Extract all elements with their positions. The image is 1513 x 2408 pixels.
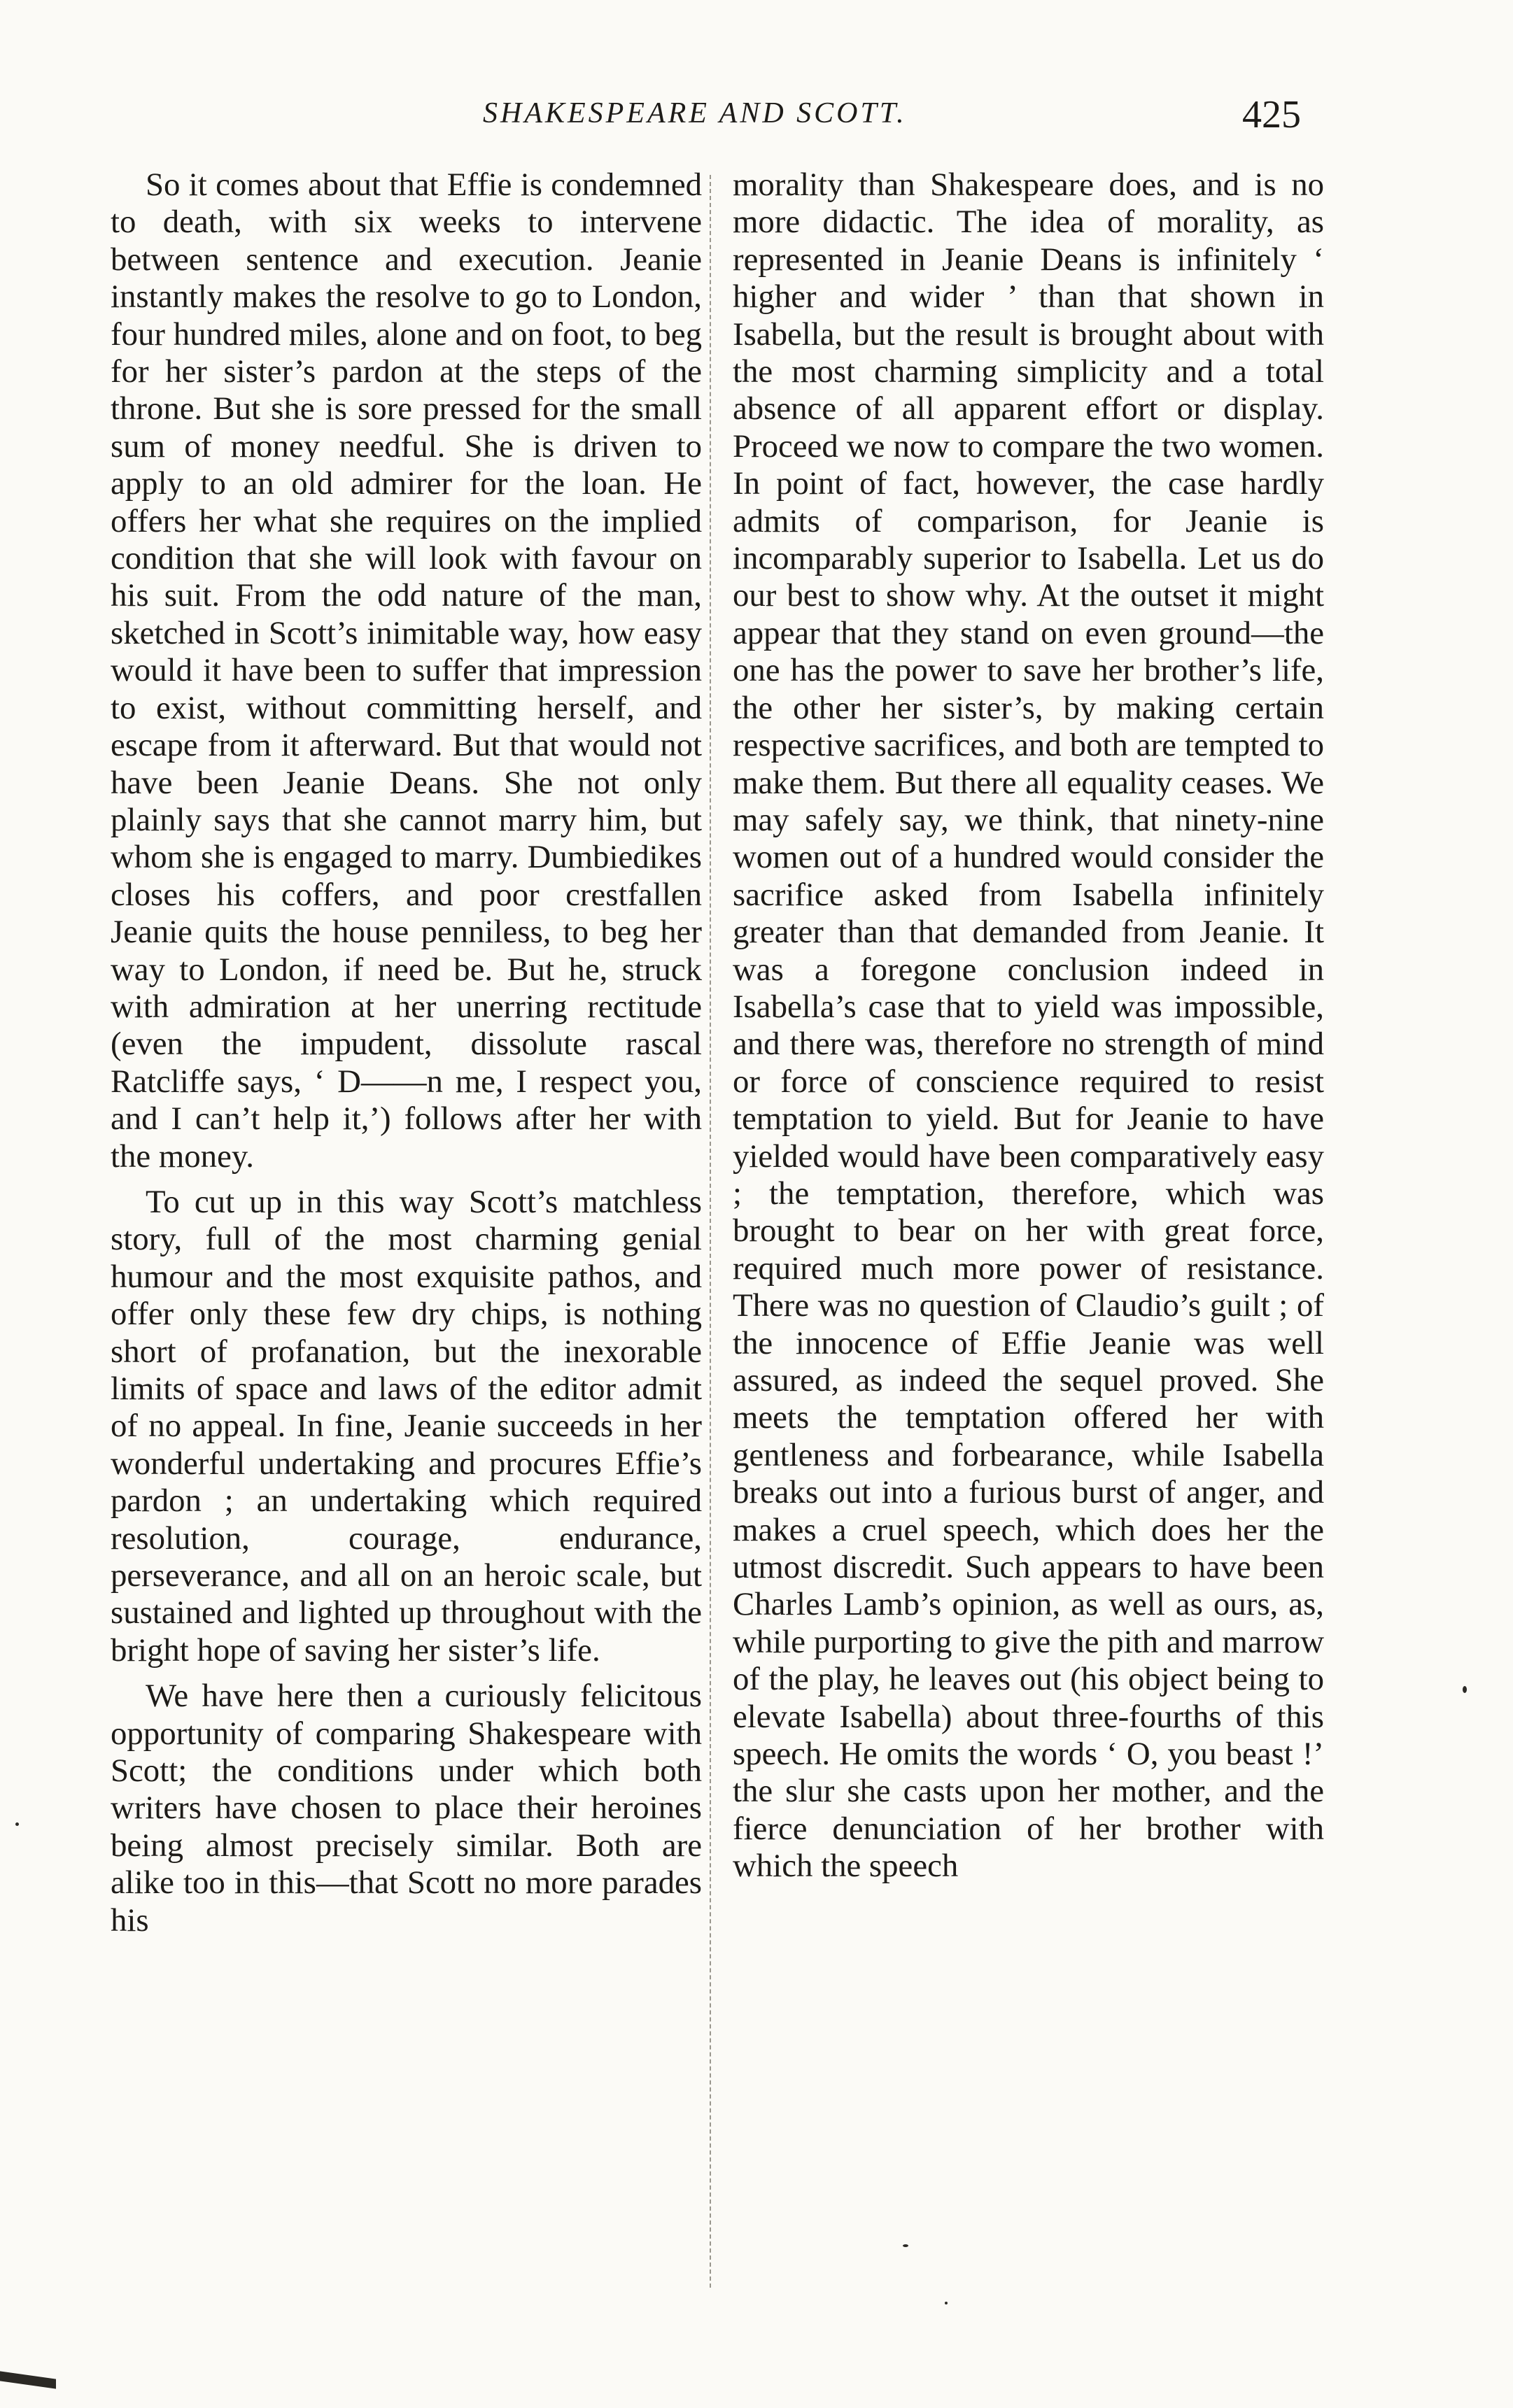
corner-mark: [0, 2371, 56, 2388]
right-column: [733, 167, 1324, 1885]
paragraph: We have here then a curiously felicitous opportunity of comparing Shakespeare with Scott; the conditions under which both writers have chosen to place their heroines being almost precisely similar. Both are alike too in this—that Scott no more parades his: [111, 1678, 702, 1939]
ink-speck: [903, 2244, 908, 2247]
column-divider: [710, 175, 711, 2288]
paragraph: morality than Shakespeare does, and is no more didactic. The idea of morality, as represented in Jeanie Deans is infinitely ‘ higher and wider ’ than that shown in Isabella, but the result is brought about with the most charming simplicity and a total absence of all apparent effort or display. Proceed we now to compare the two women. In point of fact, however, the case hardly admits of comparison, for Jeanie is incomparably superior to Isabella. Let us do our best to show why. At the outset it might appear that they stand on even ground—the one has the power to save her brother’s life, the other her sister’s, by making certain respective sacrifices, and both are tempted to make them. But there all equality ceases. We may safely say, we think, that ninety-nine women out of a hundred would consider the sacrifice asked from Isabella infinitely greater than that demanded from Jeanie. It was a foregone conclusion indeed in Isabella’s case that to yield was impossible, and there was, therefore no strength of mind or force of conscience required to resist temptation to yield. But for Jeanie to have yielded would have been comparatively easy ; the temptation, therefore, which was brought to bear on her with great force, required much more power of resistance. There was no question of Claudio’s guilt ; of the innocence of Effie Jeanie was well assured, as indeed the sequel proved. She meets the temptation offered her with gentleness and forbearance, while Isabella breaks out into a furious burst of anger, and makes a cruel speech, which does her the utmost discredit. Such appears to have been Charles Lamb’s opinion, as well as ours, as, while purporting to give the pith and marrow of the play, he leaves out (his object being to elevate Isabella) about three-fourths of this speech. He omits the words ‘ O, you beast !’ the slur she casts upon her mother, and the fierce denunciation of her brother with which the speech: [733, 167, 1324, 1885]
ink-speck: [1463, 1686, 1467, 1693]
left-column: [111, 167, 702, 1939]
running-head: [0, 93, 1513, 153]
paragraph: So it comes about that Effie is condemned to death, with six weeks to intervene between sentence and execution. Jeanie instantly makes the resolve to go to London, four hundred miles, alone and on foot, to beg for her sister’s pardon at the steps of the throne. But she is sore pressed for the small sum of money needful. She is driven to apply to an old admirer for the loan. He offers her what she requires on the implied condition that she will look with favour on his suit. From the odd nature of the man, sketched in Scott’s inimitable way, how easy would it have been to suffer that impression to exist, without committing herself, and escape from it afterward. But that would not have been Jeanie Deans. She not only plainly says that she cannot marry him, but whom she is engaged to marry. Dumbiedikes closes his coffers, and poor crestfallen Jeanie quits the house penniless, to beg her way to London, if need be. But he, struck with admiration at her unerring rectitude (even the impudent, dissolute rascal Ratcliffe says, ‘ D——n me, I respect you, and I can’t help it,’) follows after her with the money.: [111, 167, 702, 1175]
paragraph: To cut up in this way Scott’s matchless story, full of the most charming genial humour and the most exquisite pathos, and offer only these few dry chips, is nothing short of profanation, but the inexorable limits of space and laws of the editor admit of no appeal. In fine, Jeanie succeeds in her wonderful undertaking and procures Effie’s pardon ; an undertaking which required resolution, courage, endurance, perseverance, and all on an heroic scale, but sustained and lighted up throughout with the bright hope of saving her sister’s life.: [111, 1183, 702, 1669]
page-number: 425: [1242, 93, 1301, 136]
ink-speck: [945, 2302, 948, 2304]
running-title: SHAKESPEARE AND SCOTT.: [483, 97, 907, 129]
ink-speck: [15, 1822, 19, 1826]
